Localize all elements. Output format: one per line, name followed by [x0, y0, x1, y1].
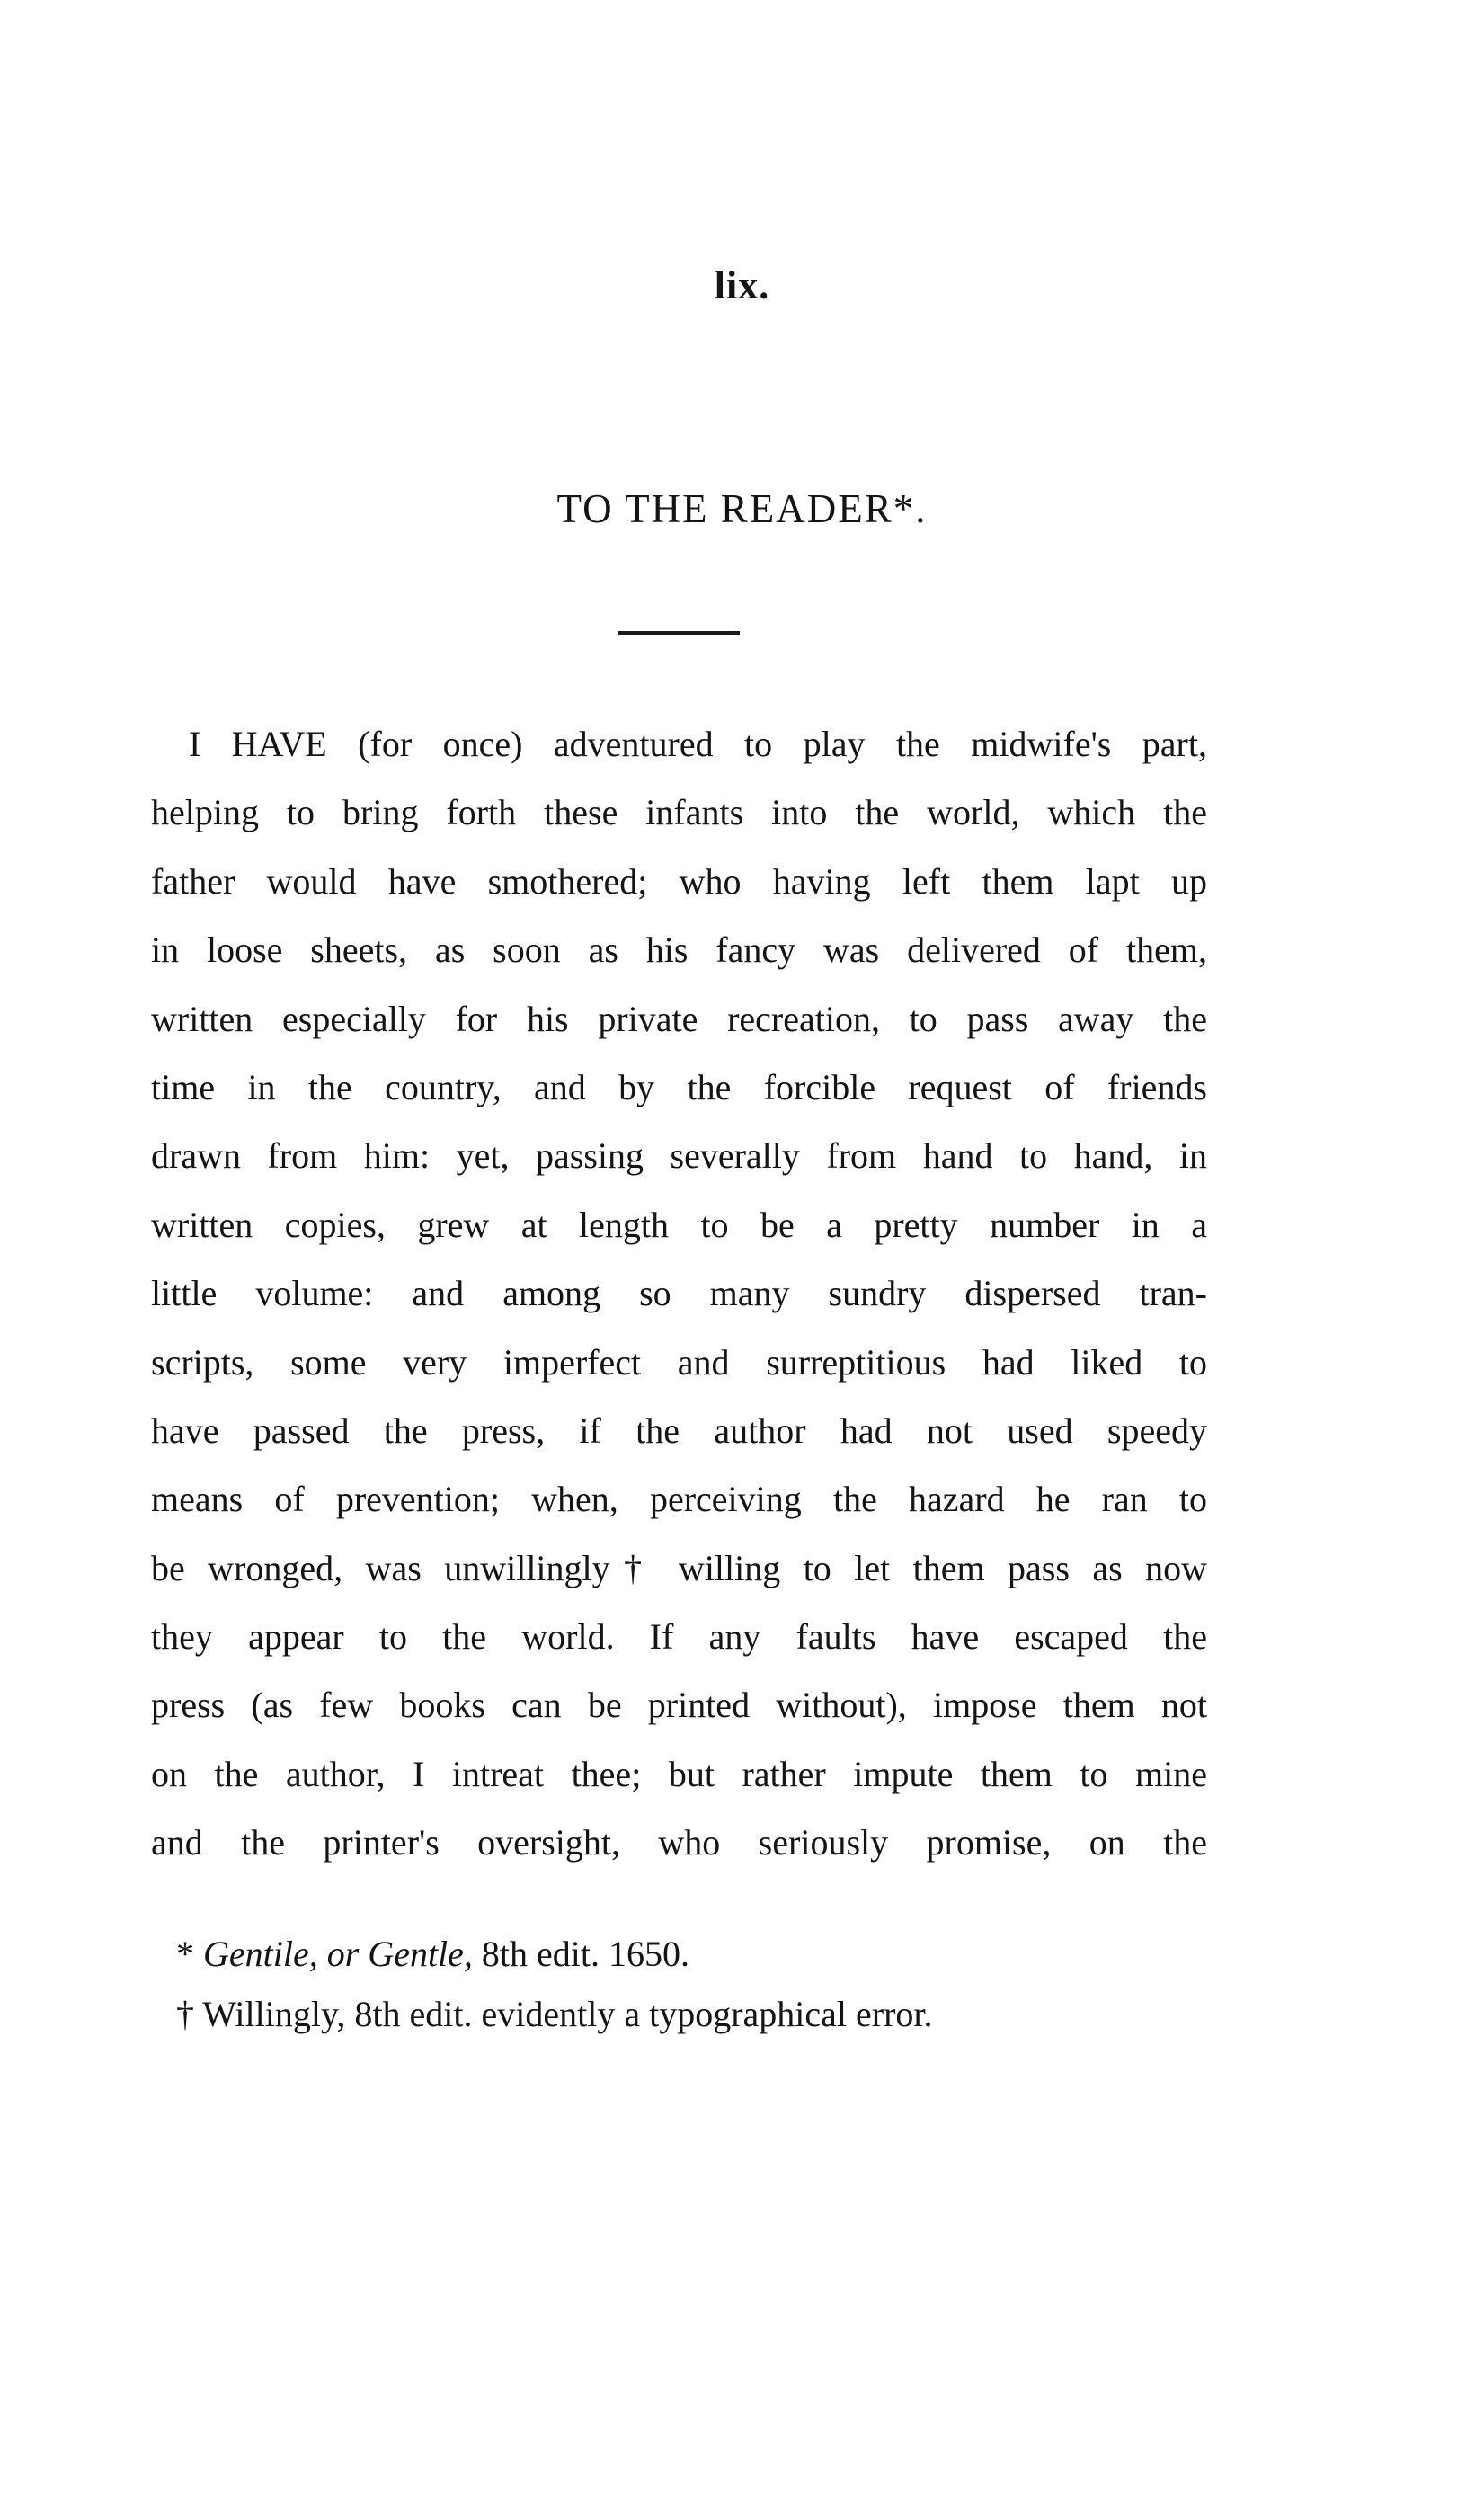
page-number: lix. — [714, 263, 770, 307]
title-divider — [618, 631, 740, 635]
footnote-mark: † — [176, 1994, 194, 2034]
body-text — [151, 710, 1207, 1878]
footnote-text: Willingly, 8th edit. evidently a typographical error. — [194, 1994, 933, 2034]
body-line: scripts, some very imperfect and surreptitious had liked to — [151, 1341, 1207, 1383]
footnote-gentile — [176, 1924, 1210, 1984]
body-line: father would have smothered; who having left them lapt up — [151, 860, 1207, 902]
body-line: means of prevention; when, perceiving the hazard he ran to — [151, 1479, 1207, 1520]
body-line: helping to bring forth these infants into the world, which the — [151, 792, 1207, 833]
body-line: little volume: and among so many sundry dispersed tran- — [151, 1273, 1207, 1314]
body-line: I HAVE (for once) adventured to play the midwife's part, — [189, 724, 1207, 764]
body-line: drawn from him: yet, passing severally from hand to hand, in — [151, 1135, 1207, 1177]
body-line: have passed the press, if the author had not used speedy — [151, 1410, 1207, 1451]
body-line: on the author, I intreat thee; but rather impute them to mine — [151, 1753, 1207, 1794]
body-line: be wronged, was unwillingly† willing to let them pass as now — [151, 1547, 1207, 1588]
body-line: written especially for his private recreation, to pass away the — [151, 998, 1207, 1039]
footnotes — [176, 1924, 1210, 2044]
footnote-text: 8th edit. 1650. — [472, 1934, 690, 1974]
footnote-italic-text: Gentile, or Gentle, — [203, 1934, 473, 1974]
body-line: they appear to the world. If any faults have escaped the — [151, 1616, 1207, 1658]
page-title: TO THE READER*. — [556, 486, 928, 531]
footnote-mark: * — [176, 1934, 194, 1974]
body-line: press (as few books can be printed without), impose them not — [151, 1685, 1207, 1726]
body-line: in loose sheets, as soon as his fancy was delivered of them, — [151, 929, 1207, 971]
body-line: written copies, grew at length to be a pretty number in a — [151, 1204, 1207, 1245]
body-line: and the printer's oversight, who seriously promise, on the — [151, 1822, 1207, 1863]
body-line: time in the country, and by the forcible request of friends — [151, 1066, 1207, 1107]
footnote-willingly — [176, 1984, 1210, 2044]
